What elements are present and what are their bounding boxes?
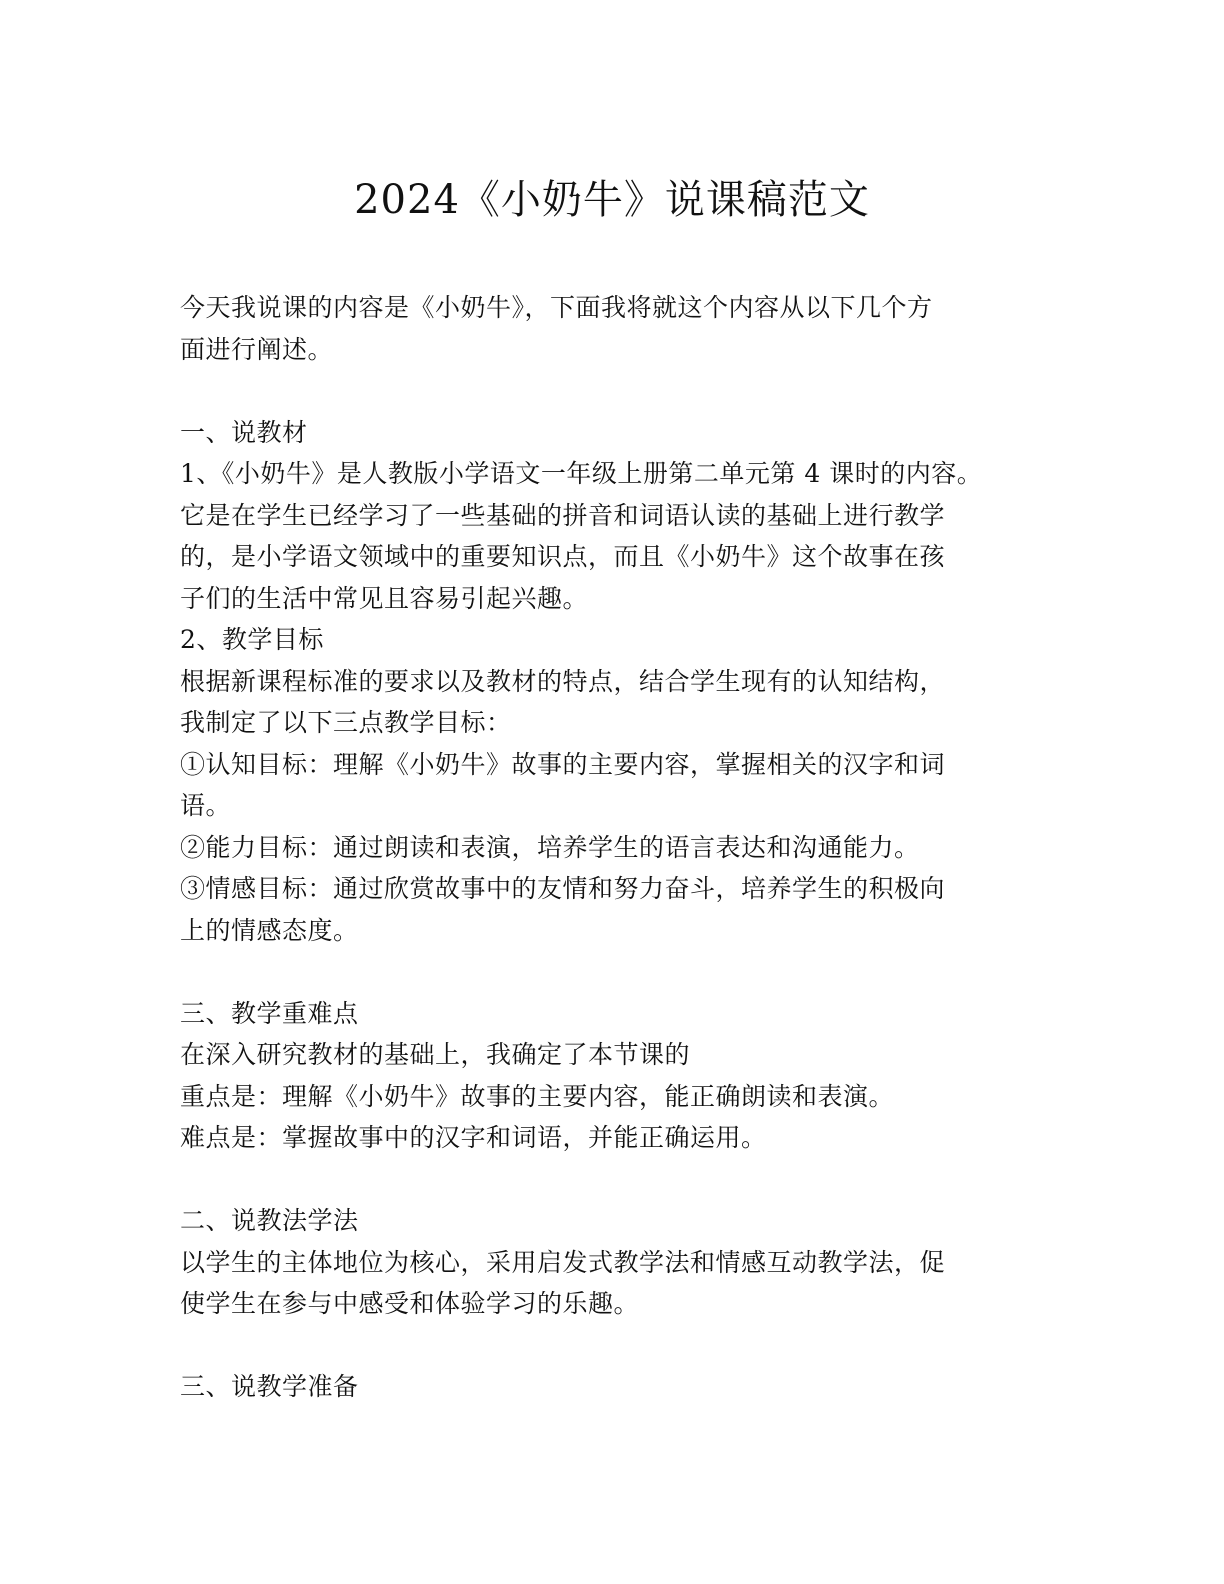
paragraph-line: 重点是：理解《小奶牛》故事的主要内容，能正确朗读和表演。 [180, 1081, 895, 1111]
goal-line: ①认知目标：理解《小奶牛》故事的主要内容，掌握相关的汉字和词 [180, 749, 946, 779]
paragraph-line: 1、《小奶牛》是人教版小学语文一年级上册第二单元第 4 课时的内容。 [180, 459, 983, 488]
paragraph-line: 难点是：掌握故事中的汉字和词语，并能正确运用。 [180, 1123, 767, 1152]
intro-line: 今天我说课的内容是《小奶牛》，下面我将就这个内容从以下几个方 [180, 293, 933, 322]
document-title: 2024《小奶牛》说课稿范文 [354, 177, 870, 223]
paragraph-line: 它是在学生已经学习了一些基础的拼音和词语认读的基础上进行教学 [180, 500, 946, 530]
goal-line: 上的情感态度。 [180, 915, 359, 945]
paragraph-line: 子们的生活中常见且容易引起兴趣。 [180, 583, 589, 613]
paragraph-line: 的，是小学语文领域中的重要知识点，而且《小奶牛》这个故事在孩 [180, 542, 946, 571]
paragraph-line: 以学生的主体地位为核心，采用启发式教学法和情感互动教学法，促 [180, 1247, 946, 1277]
paragraph-line: 根据新课程标准的要求以及教材的特点，结合学生现有的认知结构， [180, 666, 946, 696]
goal-line: 语。 [180, 791, 232, 820]
blank-line [180, 951, 1080, 993]
subheading-line: 2、教学目标 [180, 625, 324, 654]
section-heading: 三、教学重难点 [180, 998, 359, 1028]
intro-line: 面进行阐述。 [180, 334, 334, 364]
section-heading: 二、说教法学法 [180, 1206, 359, 1235]
blank-line [180, 1159, 1080, 1201]
blank-line [180, 370, 1080, 412]
goal-line: ③情感目标：通过欣赏故事中的友情和努力奋斗，培养学生的积极向 [180, 874, 946, 903]
blank-line [180, 1325, 1080, 1367]
section-heading: 三、说教学准备 [180, 1372, 359, 1401]
section-heading: 一、说教材 [180, 417, 308, 447]
goal-line: ②能力目标：通过朗读和表演，培养学生的语言表达和沟通能力。 [180, 832, 920, 862]
paragraph-line: 使学生在参与中感受和体验学习的乐趣。 [180, 1289, 640, 1318]
paragraph-line: 我制定了以下三点教学目标： [180, 708, 512, 737]
document-body [180, 287, 1080, 1408]
paragraph-line: 在深入研究教材的基础上，我确定了本节课的 [180, 1040, 691, 1069]
